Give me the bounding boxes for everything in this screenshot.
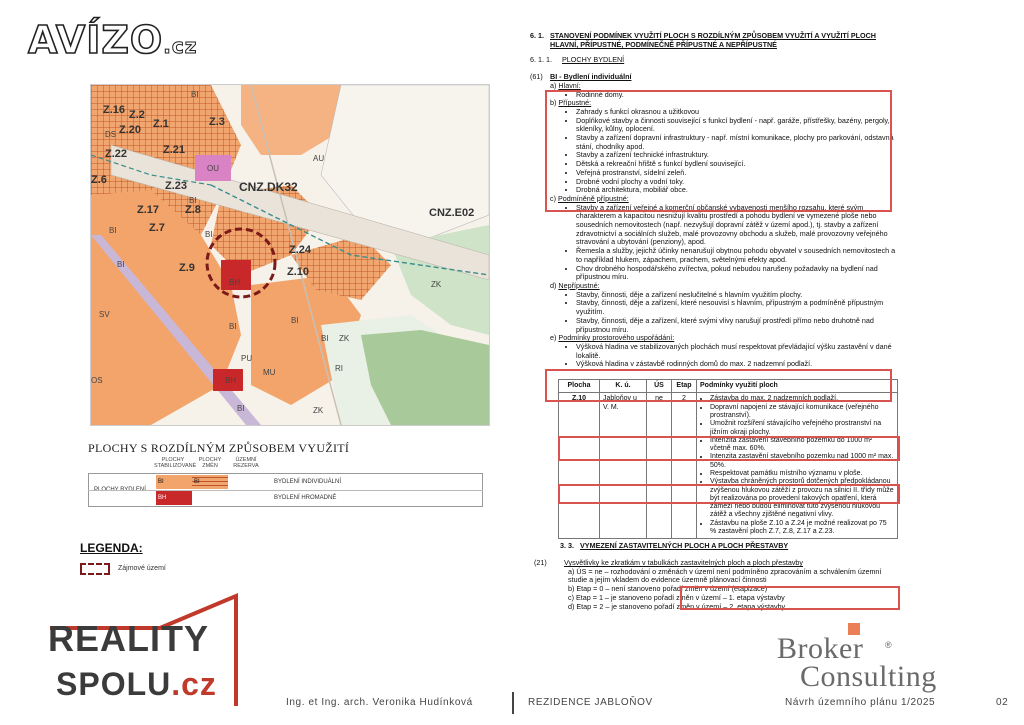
highlight-box-zastavbu [680,586,900,610]
subsection-heading [530,56,900,65]
list-item: d) Etap = 2 – je stanoveno pořadí změn v území – 2. etapa výstavby [568,601,786,611]
map-label: Z.17 [137,204,160,216]
map-label: ZK [339,334,350,343]
cell-us: ne [647,393,672,539]
cell-ku: Jabloňov u V. M. [600,393,647,539]
list-item: • Stavby a zařízení technické infrastruktury. [576,151,900,160]
cell-etap: 2 [672,393,697,539]
cond-d-items [550,291,900,335]
paragraph-21-number: (21) [534,558,547,568]
legend-col-change: PLOCHY ZMĚN [198,457,222,469]
legenda-title: LEGENDA: [80,541,143,555]
section2-title: VYMEZENÍ ZASTAVITELNÝCH PLOCH A PLOCH PŘESTAVBY [580,541,789,551]
broker-consulting-line2: Consulting [800,660,937,693]
map-label: Z.10 [287,266,310,278]
cond-b-label: b) [550,98,557,108]
map-label: ZK [431,280,442,289]
map-label: Z.16 [103,104,126,116]
list-item: • Intenzita zastavění stavebního pozemku nad 1000 m² max. 50%. [710,453,894,470]
section-title: STANOVENÍ PODMÍNEK VYUŽITÍ PLOCH S ROZDÍLNÝM ZPŮSOBEM VYUŽITÍ A VYUŽITÍ PLOCH HLAVNÍ, PŘÍPUSTNÉ, PODMÍNEČNĚ PŘÍPUSTNÉ A NEPŘÍPUSTNÉ [550,31,876,49]
list-item: • Dětská a rekreační hřiště s funkcí bydlení související. [576,160,900,169]
list-item: • Rodinné domy. [576,91,900,100]
cond-a-label: a) [550,80,557,90]
legend-swatch-bh [156,491,192,505]
map-label: AU [313,154,325,163]
list-item: • Doplňkové stavby a činnosti související s funkcí bydlení - např. garáže, přístřešky, bazény, pergoly, skleníky, kůlny, oplocení. [576,117,900,134]
map-label: Z.6 [91,174,107,186]
list-item: • Respektovat památku místního významu v ploše. [710,470,894,478]
subsection-title: PLOCHY BYDLENÍ [562,55,625,65]
list-item: • Intenzita zastavění stavebního pozemku do 1000 m² včetně max. 60%. [710,437,894,454]
map-label: BI [291,316,299,325]
broker-consulting-line1: Broker [777,632,864,665]
map-label-dk32: CNZ.DK32 [239,180,298,194]
broker-consulting-registered: ® [885,640,892,650]
map-label: BI [189,196,197,205]
list-item: • Zástavbu na ploše Z.10 a Z.24 je možné realizovat po 75 % zastavění ploch Z.7, Z.8, Z.17 a Z.23. [710,520,894,537]
legend-swatch-bi-change [192,475,228,489]
avizo-logo-suffix: .cz [163,34,198,58]
cond-d-label: d) [550,280,557,290]
list-item: • Veřejná prostranství, sídelní zeleň. [576,169,900,178]
table-row [559,393,898,539]
map-label: SV [99,310,110,319]
map-label: BI [191,90,199,99]
map-label: BI [117,260,125,269]
footer-page: 02 [996,697,1009,708]
cond-a-title: Hlavní: [558,80,581,90]
map-label: OU [207,164,219,173]
map-label: DS [105,130,117,139]
legend-swatch-bi-change-code: BI [194,479,200,485]
highlight-box-hlavni-pripustne [545,90,892,212]
list-item: • Stavby a zařízení dopravní infrastruktury - např. místní komunikace, plochy pro parkování, odstavná stání, chodníky apod. [576,134,900,151]
legend-swatch-bi [156,475,192,489]
map-label: BI [229,322,237,331]
map-label: ZK [313,406,324,415]
th-conditions: Podmínky využití ploch [697,380,898,393]
table-conditions-list [700,395,894,536]
map-label: BI [109,226,117,235]
footer-author: Ing. et Ing. arch. Veronika Hudínková [286,697,473,708]
map-label: Z.22 [105,148,128,160]
reality-spolu-suffix: .cz [171,666,217,702]
paragraph-61-heading [530,73,900,82]
legend-row-divider [88,490,483,491]
reality-spolu-line1: REALITY [48,618,210,659]
legend-swatch-bh-code: BH [158,495,167,501]
cond-c-title: Podmíněně přípustné: [558,193,629,203]
footer-project: REZIDENCE JABLOŇOV [528,697,653,708]
legend-swatch-bi-code: BI [158,479,164,485]
map-label: RI [335,364,343,373]
list-item: • Výšková hladina v zástavbě rodinných domů do max. 2 nadzemní podlaží. [576,360,900,369]
section2-number: 3. 3. [560,541,574,551]
list-item: • Dopravní napojení ze stávající komunikace (veřejného prostranství). [710,404,894,421]
list-item: • Zahrady s funkcí okrasnou a užitkovou [576,108,900,117]
map-label: BH [229,278,241,287]
section2-heading [530,542,900,551]
cond-c-label: c) [550,193,556,203]
map-label: MU [263,368,276,377]
paragraph-21-intro: Vysvětlivky ke zkratkám v tabulkách zastavitelných ploch a ploch přestavby [564,558,804,568]
list-item: • Chov drobného hospodářského zvířectva, pokud nebudou narušeny požadavky na bydlení nad přípustnou míru. [576,265,900,282]
legend-row2-label: BYDLENÍ HROMADNÉ [274,495,337,501]
interest-zone-symbol [80,563,110,575]
list-item: b) Etap = 0 – není stanoveno pořadí změn v území (etapizace) [568,584,768,594]
footer-document: Návrh územního plánu 1/2025 [785,697,936,708]
map-label: PU [241,354,253,363]
highlight-box-z10-row [558,436,900,461]
list-item: • Zástavba do max. 2 nadzemních podlaží. [710,395,894,403]
cond-e-items [550,343,900,369]
section-heading [530,32,900,49]
subsection-number: 6. 1. 1. [530,55,552,65]
list-item: c) Etap = 1 – je stanoveno pořadí změn v území – 1. etapa výstavby [568,592,785,602]
list-item: • Výšková hladina ve stabilizovaných plochách musí respektovat převládající výšku zastavění v dané lokalitě. [576,343,900,360]
highlight-box-intenzita [558,484,900,504]
list-item: • Umožnit rozšíření stávajícího veřejného prostranství na jižním okraji plochy. [710,420,894,437]
map-label: Z.1 [153,118,169,130]
map-label: Z.7 [149,222,165,234]
interest-zone-label: Zájmové území [118,565,166,572]
list-item: • Drobná architektura, mobiliář obce. [576,186,900,195]
section-number: 6. 1. [530,31,544,40]
map-label-e02: CNZ.E02 [429,207,475,219]
map-label: BI [321,334,329,343]
th-ku: K. ú. [600,380,647,393]
map-label: Z.9 [179,262,195,274]
list-item: • Drobné vodní plochy a vodní toky. [576,178,900,187]
th-etap: Etap [672,380,697,393]
map-label: Z.8 [185,204,201,216]
list-item: • Stavby, činnosti, děje a zařízení, které svými vlivy narušují prostředí přímo nebo druhotně nad přípustnou míru. [576,317,900,334]
paragraph-61-title: BI - Bydlení individuální [550,72,632,82]
legend-table [88,455,483,507]
list-item: • Výstavba chráněných prostorů dotčených předpokládanou zvýšenou hlukovou zátěží z provozu na silnici II. třídy může být realizována po provedení takových opatření, která zamezí nebo budou eliminovat tuto zvýšenou hlukovou zátěž a všechny zjištěné negativní vlivy. [710,478,894,519]
map-label: Z.24 [289,244,312,256]
map-label: BI [237,404,245,413]
cond-d-title: Nepřípustné: [558,280,600,290]
list-item: • Stavby a zařízení veřejné a komerční občanské vybavenosti menšího rozsahu, které svým charakterem a kapacitou nesnižují kvalitu prostředí a pohodu bydlení ve vymezené ploše nebo sousedních nemovitostech (např. nezvyšují dopravní zátěž v území apod.), tj. stavby a zařízení zdravotnictví a sociálních služeb, malé provozovny obchodu a služeb, malé provozovny veřejného stravování a ubytování (penziony), apod. [576,204,900,248]
list-item: • Řemesla a služby, jejichž účinky nenarušují obytnou pohodu obyvatel v sousedních nemovitostech a to například hlukem, zápachem, prachem, světelnými efekty apod. [576,247,900,264]
footer-separator [512,692,514,714]
map-label: Z.2 [129,109,145,121]
avizo-logo-main: AVÍZO [28,18,164,62]
reality-spolu-word: SPOLU [56,666,172,702]
reality-spolu-line2 [56,666,217,703]
map-label: BI [205,230,213,239]
legend-row1-label: BYDLENÍ INDIVIDUÁLNÍ [274,479,342,485]
legend-col-stable: PLOCHY STABILIZOVANÉ [154,457,197,469]
th-us: ÚS [647,380,672,393]
map-label: BH [225,376,237,385]
cond-e-title: Podmínky prostorového uspořádání: [558,333,675,343]
legend-block-title: PLOCHY S ROZDÍLNÝM ZPŮSOBEM VYUŽITÍ [88,441,350,455]
cond-e-label: e) [550,333,557,343]
zoning-map-svg [91,85,489,425]
th-plocha: Plocha [559,380,600,393]
map-label: Z.21 [163,144,186,156]
legend-col-reserve: ÚZEMNÍ REZERVA [233,457,259,469]
zoning-map [90,84,490,426]
list-item: • Stavby, činnosti, děje a zařízení, které nesouvisí s hlavním, přípustným a podmíněně přípustným využitím. [576,299,900,316]
list-item: • Stavby, činnosti, děje a zařízení neslučitelné s hlavním využitím plochy. [576,291,900,300]
highlight-box-vyskova-hladina [545,369,892,402]
cell-conditions [697,393,898,539]
map-label: Z.3 [209,116,225,128]
map-label: Z.20 [119,124,142,136]
cell-plocha: Z.10 [559,393,600,539]
map-label: OS [91,376,103,385]
cond-c-items [550,204,900,282]
list-item: a) ÚS = ne – rozhodování o změnách v území není podmíněno zpracováním a schválením územní studie a jejím vkladem do evidence územně plánovací činnosti [568,566,882,585]
avizo-logo[interactable] [28,18,197,62]
cond-b-title: Přípustné: [558,98,592,108]
map-label: Z.23 [165,180,188,192]
paragraph-61-number: (61) [530,72,543,82]
